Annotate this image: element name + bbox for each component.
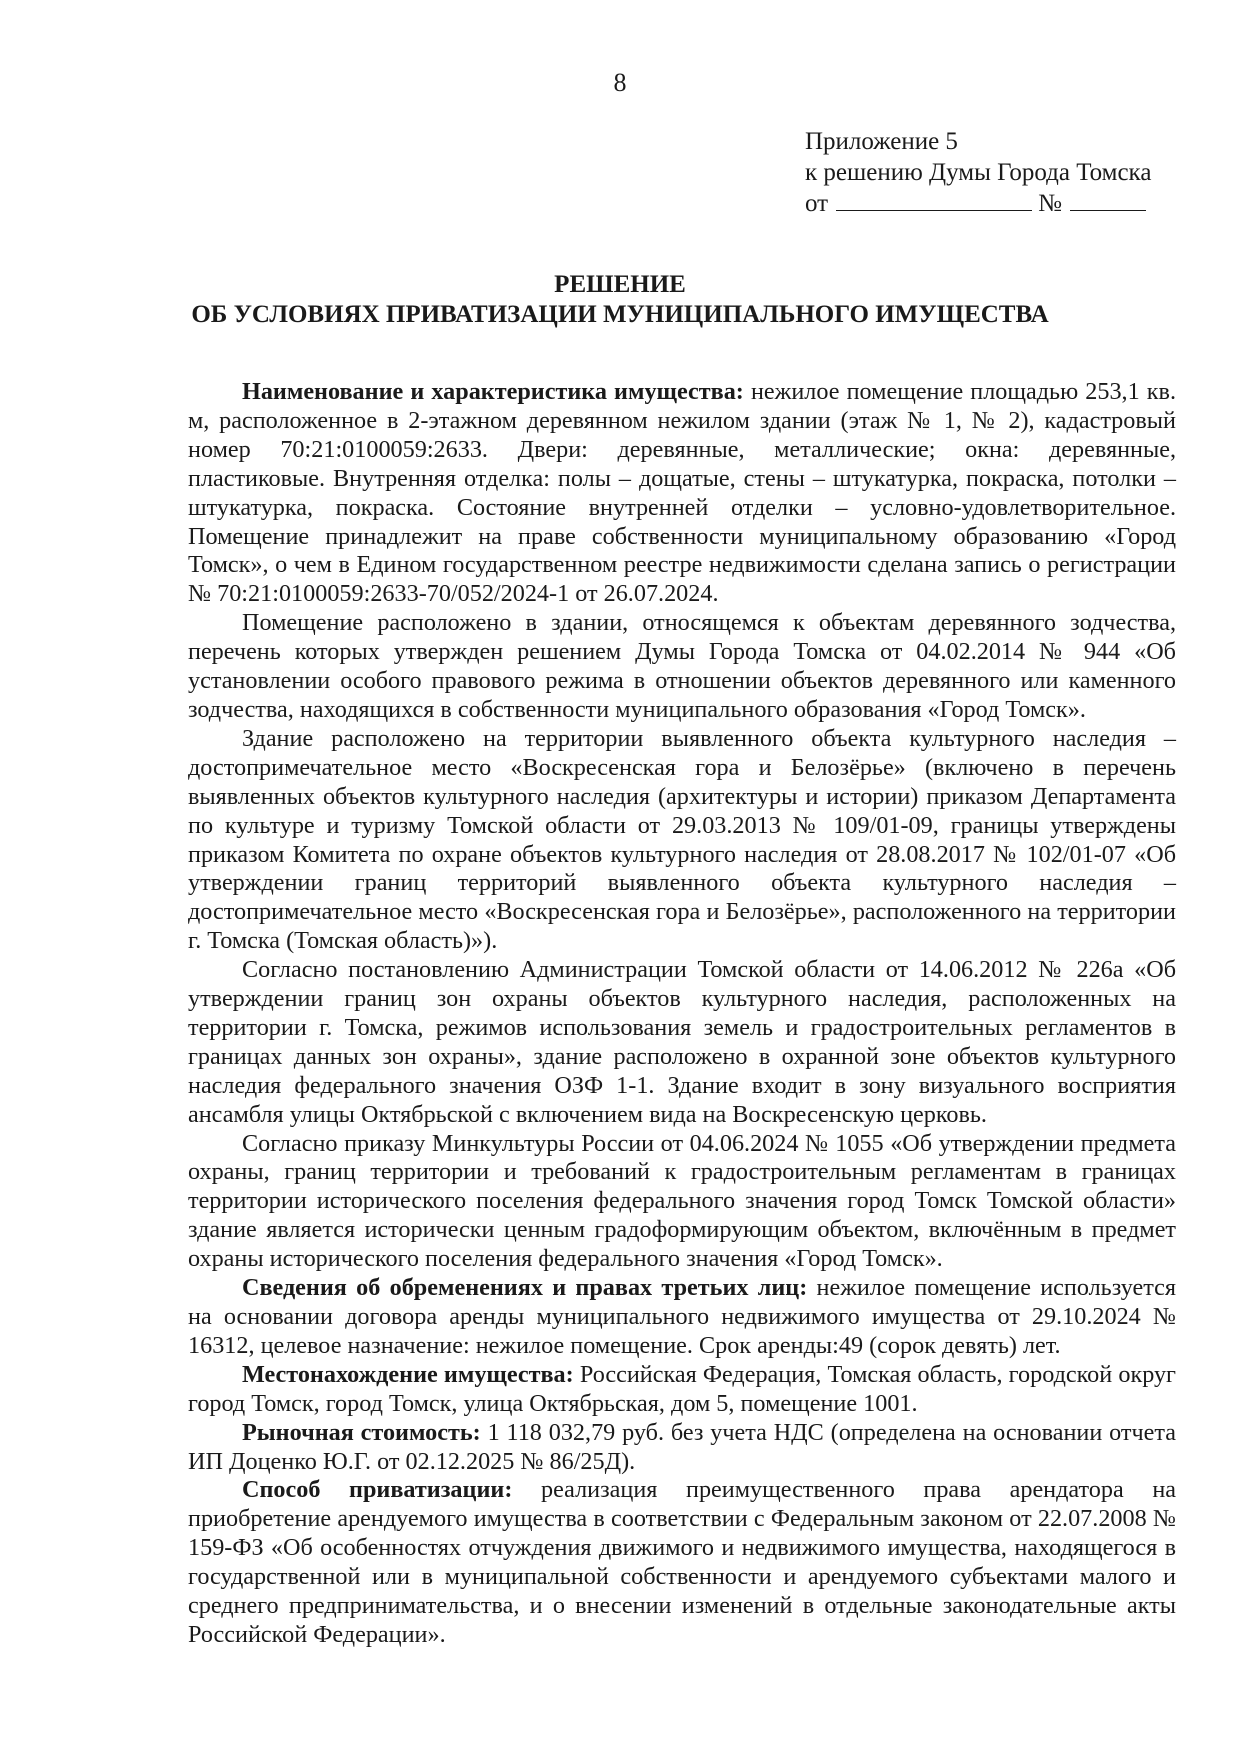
paragraph-text: Здание расположено на территории выявленного объекта культурного наследия – достопримечательное место «Воскресенская гора и Белозёрье» (включено в перечень выявленных объектов культурного наследия (архитектуры и истории) приказом Департамента по культуре и туризму Томской области от 29.03.2013 № 109/01-09, границы утверждены приказом Комитета по охране объектов культурного наследия от 28.08.2017 № 102/01-07 «Об утверждении границ территорий выявленного объекта культурного наследия – достопримечательное место «Воскресенская гора и Белозёрье», расположенного на территории г. Томска (Томская область)»). <box>188 724 1176 955</box>
document-body <box>188 378 1176 1650</box>
paragraph-wooden-architecture <box>188 609 1176 725</box>
paragraph-text: нежилое помещение используется на основании договора аренды муниципального недвижимого имущества от 29.10.2024 № 16312, целевое назначение: нежилое помещение. Срок аренды:49 (сорок девять) лет. <box>188 1274 1176 1359</box>
number-blank <box>1070 188 1146 211</box>
paragraph-text: нежилое помещение площадью 253,1 кв. м, расположенное в 2-этажном деревянном нежилом здании (этаж № 1, № 2), кадастровый номер 70:21:0100059:2633. Двери: деревянные, металлические; окна: деревянные, пластиковые. Внутренняя отделка: полы – дощатые, стены – штукатурка, покраска, потолки – штукатурка, покраска. Состояние внутренней отделки – условно-удовлетворительное. Помещение принадлежит на праве собственности муниципальному образованию «Город Томск», о чем в Едином государственном реестре недвижимости сделана запись о регистрации № 70:21:0100059:2633-70/052/2024-1 от 26.07.2024. <box>188 378 1176 608</box>
paragraph-text: реализация преимущественного права арендатора на приобретение арендуемого имущества в соответствии с Федеральным законом от 22.07.2008 № 159-ФЗ «Об особенностях отчуждения движимого и недвижимого имущества, находящегося в государственной или в муниципальной собственности и арендуемого субъектами малого и среднего предпринимательства, и о внесении изменений в отдельные законодательные акты Российской Федерации». <box>188 1476 1176 1648</box>
appendix-reference: к решению Думы Города Томска <box>805 159 1152 186</box>
paragraph-cultural-heritage <box>188 725 1176 956</box>
appendix-date-number-line <box>805 188 1151 219</box>
paragraph-text: Помещение расположено в здании, относящемся к объектам деревянного зодчества, перечень которых утвержден решением Думы Города Томска от 04.02.2014 № 944 «Об установлении особого правового режима в отношении объектов деревянного или каменного зодчества, находящихся в собственности муниципального образования «Город Томск». <box>188 609 1176 723</box>
paragraph-market-value <box>188 1419 1176 1477</box>
page-number: 8 <box>613 68 627 97</box>
title-line-2: ОБ УСЛОВИЯХ ПРИВАТИЗАЦИИ МУНИЦИПАЛЬНОГО ИМУЩЕСТВА <box>191 301 1049 328</box>
paragraph-label: Сведения об обременениях и правах третьих лиц: <box>242 1274 808 1302</box>
document-title <box>0 270 1240 330</box>
paragraph-text: Согласно приказу Минкультуры России от 04.06.2024 № 1055 «Об утверждении предмета охраны, границ территории и требований к градостроительным регламентам в границах территории исторического поселения федерального значения город Томск Томской области» здание является исторически ценным градоформирующим объектом, включённым в предмет охраны исторического поселения федерального значения «Город Томск». <box>188 1129 1176 1273</box>
paragraph-location <box>188 1361 1176 1419</box>
paragraph-label: Наименование и характеристика имущества: <box>242 378 744 405</box>
paragraph-historic-settlement <box>188 1130 1176 1275</box>
paragraph-text: Российская Федерация, Томская область, городской округ город Томск, город Томск, улица Октябрьская, дом 5, помещение 1001. <box>188 1360 1176 1417</box>
number-label: № <box>1038 190 1062 217</box>
paragraph-protection-zones <box>188 956 1176 1129</box>
date-blank <box>836 188 1032 211</box>
paragraph-label: Рыночная стоимость: <box>242 1418 481 1446</box>
title-line-1: РЕШЕНИЕ <box>554 271 686 298</box>
appendix-title: Приложение 5 <box>805 128 958 155</box>
paragraph-text: 1 118 032,79 руб. без учета НДС (определена на основании отчета ИП Доценко Ю.Г. от 02.12.2025 № 86/25Д). <box>188 1418 1177 1475</box>
appendix-block <box>805 126 1151 219</box>
paragraph-label: Способ приватизации: <box>242 1476 513 1504</box>
paragraph-text: Согласно постановлению Администрации Томской области от 14.06.2012 № 226а «Об утверждении границ зон охраны объектов культурного наследия, расположенных на территории г. Томска, режимов использования земель и градостроительных регламентов в границах данных зон охраны», здание расположено в охранной зоне объектов культурного наследия федерального значения ОЗФ 1-1. Здание входит в зону визуального восприятия ансамбля улицы Октябрьской с включением вида на Воскресенскую церковь. <box>188 956 1176 1128</box>
paragraph-privatization-method <box>188 1476 1176 1649</box>
paragraph-encumbrances <box>188 1274 1176 1361</box>
date-label: от <box>805 190 829 217</box>
paragraph-property-description <box>188 378 1176 609</box>
paragraph-label: Местонахождение имущества: <box>242 1360 574 1388</box>
